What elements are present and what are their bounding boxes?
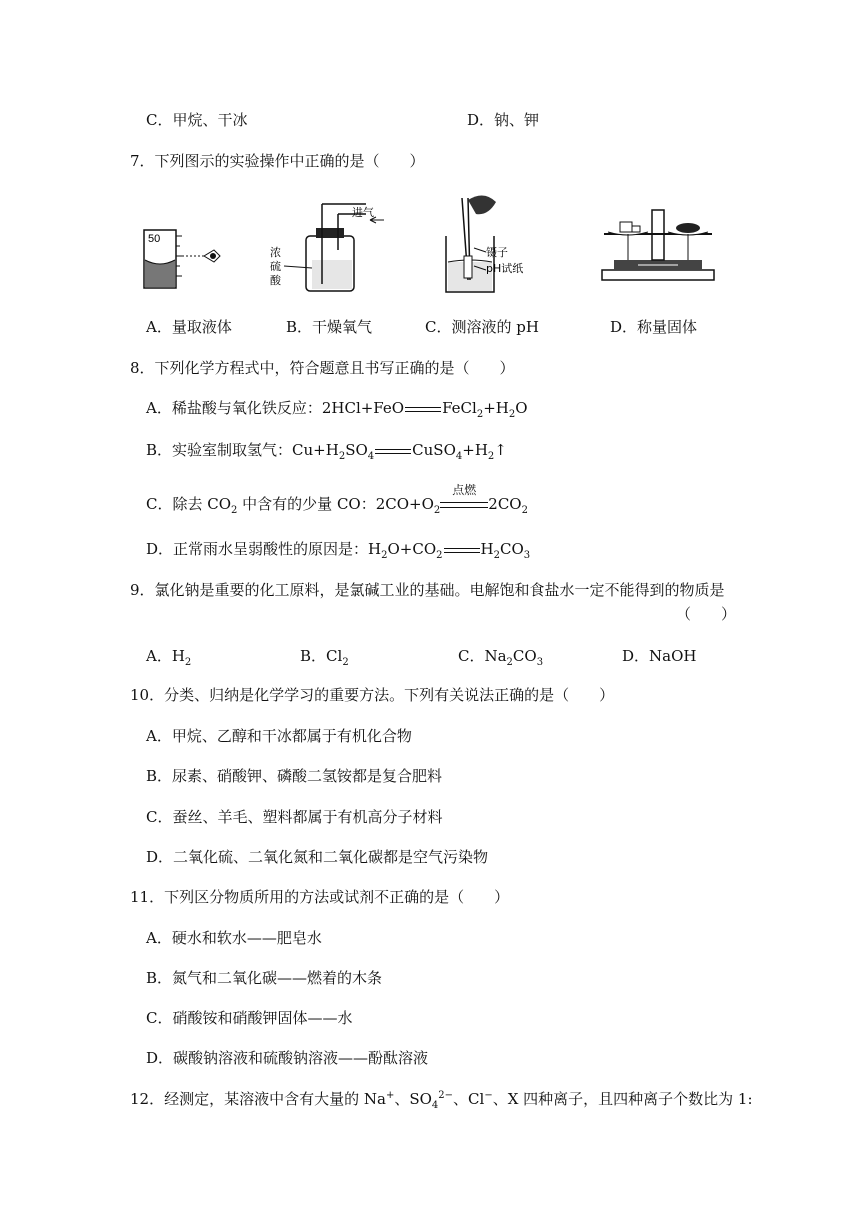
q8-option-b-text: B．实验室制取氢气： bbox=[146, 441, 293, 459]
fig-b-acid-label-1: 浓 bbox=[270, 246, 281, 259]
fig-c-ph-paper-label: pH试纸 bbox=[486, 262, 524, 275]
q9-option-c: C．$Na_2CO_3$ bbox=[458, 647, 544, 668]
q11-option-a: A．硬水和软水——肥皂水 bbox=[146, 929, 322, 947]
q7-option-b: B．干燥氧气 bbox=[286, 318, 373, 336]
q7-option-c: C．测溶液的 pH bbox=[425, 318, 539, 336]
q10-stem: 10．分类、归纳是化学学习的重要方法。下列有关说法正确的是（ ） bbox=[130, 686, 615, 704]
q11-option-d: D．碳酸钠溶液和硫酸钠溶液——酚酞溶液 bbox=[146, 1049, 429, 1067]
q6-option-d: D．钠、钾 bbox=[467, 111, 540, 129]
q6-option-c: C．甲烷、干冰 bbox=[146, 111, 248, 129]
q8-option-c: C．除去 $CO_2$ 中含有的少量 CO：$2CO+O_2$ 点燃 $2CO_2$ bbox=[146, 483, 528, 516]
q8-option-b: B．实验室制取氢气：$Cu+H_2SO_4$ $CuSO_4+H_2↑$ bbox=[146, 441, 507, 462]
q10-option-c: C．蚕丝、羊毛、塑料都属于有机高分子材料 bbox=[146, 808, 443, 826]
figure-balance bbox=[598, 204, 718, 288]
q7-option-d: D．称量固体 bbox=[610, 318, 698, 336]
q9-option-d: D．NaOH bbox=[622, 647, 697, 665]
q10-option-d: D．二氧化硫、二氧化氮和二氧化碳都是空气污染物 bbox=[146, 848, 489, 866]
q12-stem: 12．经测定，某溶液中含有大量的 Na+、$SO_4^{2-}$、Cl−、X 四种离子，且四种离子个数比为 1: bbox=[130, 1090, 753, 1111]
fig-b-acid-label-2: 硫 bbox=[270, 260, 281, 273]
figure-ph-test bbox=[438, 190, 538, 302]
q9-stem: 9．氯化钠是重要的化工原料，是氯碱工业的基础。电解饱和食盐水一定不能得到的物质是 bbox=[130, 581, 725, 599]
q10-option-a: A．甲烷、乙醇和干冰都属于有机化合物 bbox=[146, 727, 412, 745]
q7-option-a: A．量取液体 bbox=[146, 318, 232, 336]
fig-a-tick-label: 50 bbox=[148, 233, 161, 245]
q8-option-a: A．稀盐酸与氧化铁反应：2HCl+FeO $FeCl_2+H_2O$ bbox=[146, 399, 528, 420]
q11-option-c: C．硝酸铵和硝酸钾固体——水 bbox=[146, 1009, 353, 1027]
q11-stem: 11．下列区分物质所用的方法或试剂不正确的是（ ） bbox=[130, 888, 510, 906]
q10-option-b: B．尿素、硝酸钾、磷酸二氢铵都是复合肥料 bbox=[146, 767, 443, 785]
q8-stem: 8．下列化学方程式中，符合题意且书写正确的是（ ） bbox=[130, 359, 515, 377]
q8-option-d: D．正常雨水呈弱酸性的原因是：$H_2O+CO_2$ $H_2CO_3$ bbox=[146, 540, 531, 561]
q12-stem-start: 12．经测定，某溶液中含有大量的 Na bbox=[130, 1090, 386, 1108]
q8-condition-label: 点燃 bbox=[452, 483, 477, 497]
fig-c-tweezers-label: 镊子 bbox=[486, 246, 508, 259]
fig-b-acid-label-3: 酸 bbox=[270, 274, 281, 287]
q7-stem: 7．下列图示的实验操作中正确的是（ ） bbox=[130, 152, 425, 170]
q8-option-a-text: A．稀盐酸与氧化铁反应： bbox=[146, 399, 322, 417]
q12-stem-end: 、X 四种离子，且四种离子个数比为 1: bbox=[492, 1090, 753, 1108]
q9-answer-bracket: （ ） bbox=[676, 605, 737, 623]
q8-option-c-text: C．除去 CO bbox=[146, 495, 232, 513]
figure-gas-drying-bottle bbox=[266, 200, 406, 299]
figure-measuring-cylinder bbox=[138, 222, 228, 296]
q9-option-a: A．$H_2$ bbox=[146, 647, 192, 668]
q11-option-b: B．氮气和二氧化碳——燃着的木条 bbox=[146, 969, 383, 987]
q8-option-d-text: D．正常雨水呈弱酸性的原因是： bbox=[146, 540, 369, 558]
q9-option-b: B．$Cl_2$ bbox=[300, 647, 349, 668]
q8-option-c-text-2: 中含有的少量 CO： bbox=[237, 495, 376, 513]
fig-b-inlet-label: 进气 bbox=[352, 206, 374, 219]
